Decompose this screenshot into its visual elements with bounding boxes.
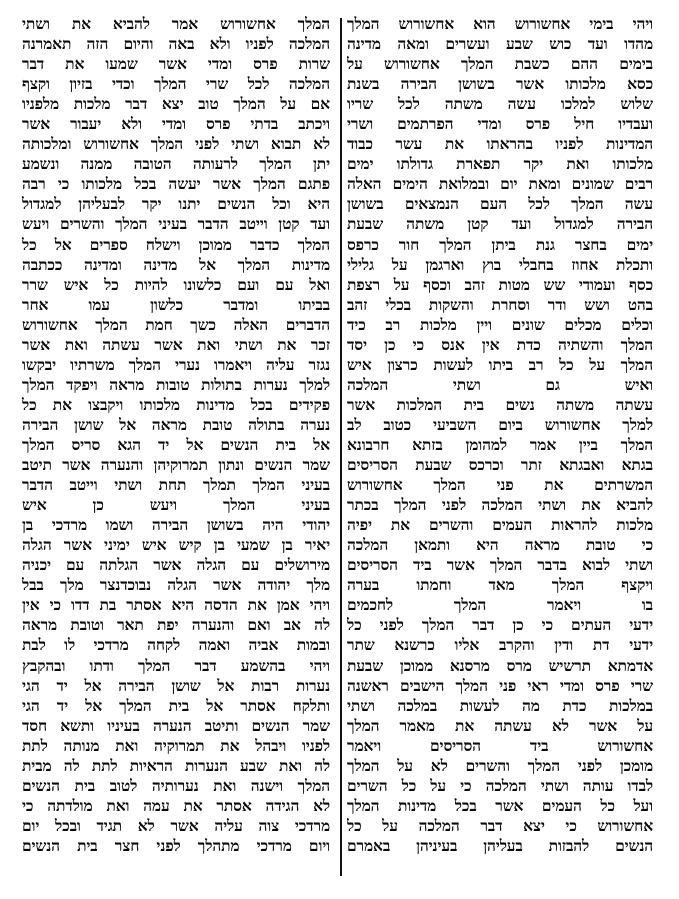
- text-line: ידעי העתים כי כן דבר המלך לפני כל: [347, 615, 653, 635]
- text-line: כסף ועמודי שש מטות זהב וכסף על רצפת: [347, 274, 653, 294]
- text-line: מהדו ועד כוש שבע ועשרים ומאה מדינה: [347, 34, 653, 54]
- text-line: ועל כל העמים אשר בכל מדינות המלך: [347, 795, 653, 815]
- text-line: לא הגידה אסתר את עמה ואת מולדתה כי: [22, 795, 330, 815]
- text-line: לבדו עותה ושתי המלכה כי על כל השרים: [347, 775, 653, 795]
- text-line: למלך אחשורוש ביום השביעי כטוב לב: [347, 414, 653, 434]
- text-line: כי טובת מראה היא ותמאן המלכה: [347, 535, 653, 555]
- text-line: ויהי בימי אחשורוש הוא אחשורוש המלך: [347, 14, 653, 33]
- text-line: על אשר לא עשתה את מאמר המלך: [347, 715, 653, 735]
- text-line: הנשים להבזות בעליהן בעיניהן באמרם: [347, 835, 653, 855]
- text-line: זכר את ושתי ואת אשר עשתה ואת אשר: [22, 334, 330, 354]
- left-text-column: [20, 14, 330, 856]
- text-line: ויכתב בדתי פרס ומדי ולא יעבור אשר: [22, 114, 330, 134]
- text-line: מומכן לפני המלך והשרים לא על המלך: [347, 755, 653, 775]
- text-line: במלכות כדת מה לעשות במלכה ושתי: [347, 695, 653, 715]
- text-line: בעיני המלך ויעש כן איש: [22, 495, 330, 515]
- text-line: אם על המלך טוב יצא דבר מלכות מלפניו: [22, 94, 330, 114]
- text-line: יהודי היה בשושן הבירה ושמו מרדכי בן: [22, 515, 330, 535]
- text-line: כסא מלכותו אשר בשושן הבירה בשנת: [347, 74, 653, 94]
- text-line: שרות פרס ומדי אשר שמעו את דבר: [22, 54, 330, 74]
- text-line: יאיר בן שמעי בן קיש איש ימיני אשר הגלה: [22, 535, 330, 555]
- text-line: שלוש למלכו עשה משתה לכל שריו: [347, 94, 653, 114]
- text-line: ואל עם ועם כלשונו להיות כל איש שרר: [22, 274, 330, 294]
- text-line: עשה המלך לכל העם הנמצאים בשושן: [347, 194, 653, 214]
- text-line: ויהי אמן את הדסה היא אסתר בת דדו כי אין: [22, 595, 330, 615]
- text-line: בעיני המלך תמלך תחת ושתי וייטב הדבר: [22, 475, 330, 495]
- text-line: ותכלת אחוז בחבלי בוץ וארגמן על גלילי: [347, 254, 653, 274]
- text-line: המלך על כל רב ביתו לעשות כרצון איש: [347, 354, 653, 374]
- text-line: המדינות לפניו בהראתו את עשר כבוד: [347, 134, 653, 154]
- text-line: אחשורוש כי יצא דבר המלכה על כל: [347, 815, 653, 835]
- text-line: המלך ביין אמר למהומן בזתא חרבונא: [347, 434, 653, 454]
- text-line: ויקצף המלך מאד וחמתו בערה: [347, 575, 653, 595]
- text-line: להביא את ושתי המלכה לפני המלך בכתר: [347, 495, 653, 515]
- text-line: ידעי דת ודין והקרב אליו כרשנא שתר: [347, 635, 653, 655]
- text-line: ויום מרדכי מתהלך לפני חצר בית הנשים: [22, 835, 330, 855]
- text-line: נגזר עליה ויאמרו נערי המלך משרתיו יבקשו: [22, 354, 330, 374]
- text-line: רבים שמונים ומאת יום ובמלואת הימים האלה: [347, 174, 653, 194]
- text-line: מלכותו ואת יקר תפארת גדולתו ימים: [347, 154, 653, 174]
- text-line: לה ואת שבע הנערות הראיות לתת לה מבית: [22, 755, 330, 775]
- text-line: בו ויאמר המלך לחכמים: [347, 595, 653, 615]
- text-line: אל בית הנשים אל יד הגא סריס המלך: [22, 434, 330, 454]
- text-line: בימים ההם כשבת המלך אחשורוש על: [347, 54, 653, 74]
- text-line: בגתא ואבגתא זתר וכרכס שבעת הסריסים: [347, 455, 653, 475]
- text-line: לא תבוא ושתי לפני המלך אחשורוש ומלכותה: [22, 134, 330, 154]
- text-line: עשתה משתה נשים בית המלכות אשר: [347, 394, 653, 414]
- text-line: ובמות אביה ואמה לקחה מרדכי לו לבת: [22, 635, 330, 655]
- text-line: ותלקח אסתר אל בית המלך אל יד הגי: [22, 695, 330, 715]
- text-line: ועד קטן וייטב הדבר בעיני המלך והשרים ויעש: [22, 214, 330, 234]
- text-line: היא וכל הנשים יתנו יקר לבעליהן למגדול: [22, 194, 330, 214]
- text-line: המלך וישנה ואת נערותיה לטוב בית הנשים: [22, 775, 330, 795]
- text-line: המלכה לכל שרי המלך וכדי בזיון וקצף: [22, 74, 330, 94]
- text-line: המשרתים את פני המלך אחשורוש: [347, 475, 653, 495]
- text-line: ימים בחצר גנת ביתן המלך חור כרפס: [347, 234, 653, 254]
- text-line: ושתי לבוא בדבר המלך אשר ביד הסריסים: [347, 555, 653, 575]
- text-line: מירושלים עם הגלה אשר הגלתה עם יכניה: [22, 555, 330, 575]
- text-line: מרדכי צוה עליה אשר לא תגיד ובכל יום: [22, 815, 330, 835]
- text-line: אחשורוש ביד הסריסים ויאמר: [347, 735, 653, 755]
- text-line: וכלים מכלים שונים ויין מלכות רב כיד: [347, 314, 653, 334]
- text-line: בביתו ומדבר כלשון עמו אחר: [22, 294, 330, 314]
- text-line: המלך אחשורוש אמר להביא את ושתי: [22, 14, 330, 33]
- text-line: ועבדיו חיל פרס ומדי הפרתמים ושרי: [347, 114, 653, 134]
- text-line: שמר הנשים ותיטב הנערה בעיניו ותשא חסד: [22, 715, 330, 735]
- text-line: המלך והשתיה כדת אין אנס כי כן יסד: [347, 334, 653, 354]
- text-line: לה אב ואם והנערה יפת תאר וטובת מראה: [22, 615, 330, 635]
- text-line: המלכה לפניו ולא באה והיום הזה תאמרנה: [22, 34, 330, 54]
- text-line: ויהי בהשמע דבר המלך ודתו ובהקבץ: [22, 655, 330, 675]
- text-line: למלך נערות בתולות טובות מראה ויפקד המלך: [22, 374, 330, 394]
- text-line: הבירה למגדול ועד קטן משתה שבעת: [347, 214, 653, 234]
- text-line: בהט ושש ודר וסחרת והשקות בכלי זהב: [347, 294, 653, 314]
- text-line: נערות רבות אל שושן הבירה אל יד הגי: [22, 675, 330, 695]
- column-divider: [340, 18, 342, 876]
- text-line: מדינות המלך אל מדינה ומדינה ככתבה: [22, 254, 330, 274]
- text-line: שמר הנשים ונתון תמרוקיהן והנערה אשר תיטב: [22, 455, 330, 475]
- text-line: שרי פרס ומדי ראי פני המלך הישבים ראשנה: [347, 675, 653, 695]
- text-line: מלכות להראות העמים והשרים את יפיה: [347, 515, 653, 535]
- text-line: ואיש גם ושתי המלכה: [347, 374, 653, 394]
- text-line: פקידים בכל מדינות מלכותו ויקבצו את כל: [22, 394, 330, 414]
- text-line: פתגם המלך אשר יעשה בכל מלכותו כי רבה: [22, 174, 330, 194]
- text-line: נערה בתולה טובת מראה אל שושן הבירה: [22, 414, 330, 434]
- text-line: יתן המלך לרעותה הטובה ממנה ונשמע: [22, 154, 330, 174]
- text-line: המלך כדבר ממוכן וישלח ספרים אל כל: [22, 234, 330, 254]
- text-line: הדברים האלה כשך חמת המלך אחשורוש: [22, 314, 330, 334]
- right-text-column: [347, 14, 657, 856]
- text-line: מלך יהודה אשר הגלה נבוכדנצר מלך בבל: [22, 575, 330, 595]
- text-line: לפניו ויבהל את תמרוקיה ואת מנותה לתת: [22, 735, 330, 755]
- text-line: אדמתא תרשיש מרס מרסנא ממוכן שבעת: [347, 655, 653, 675]
